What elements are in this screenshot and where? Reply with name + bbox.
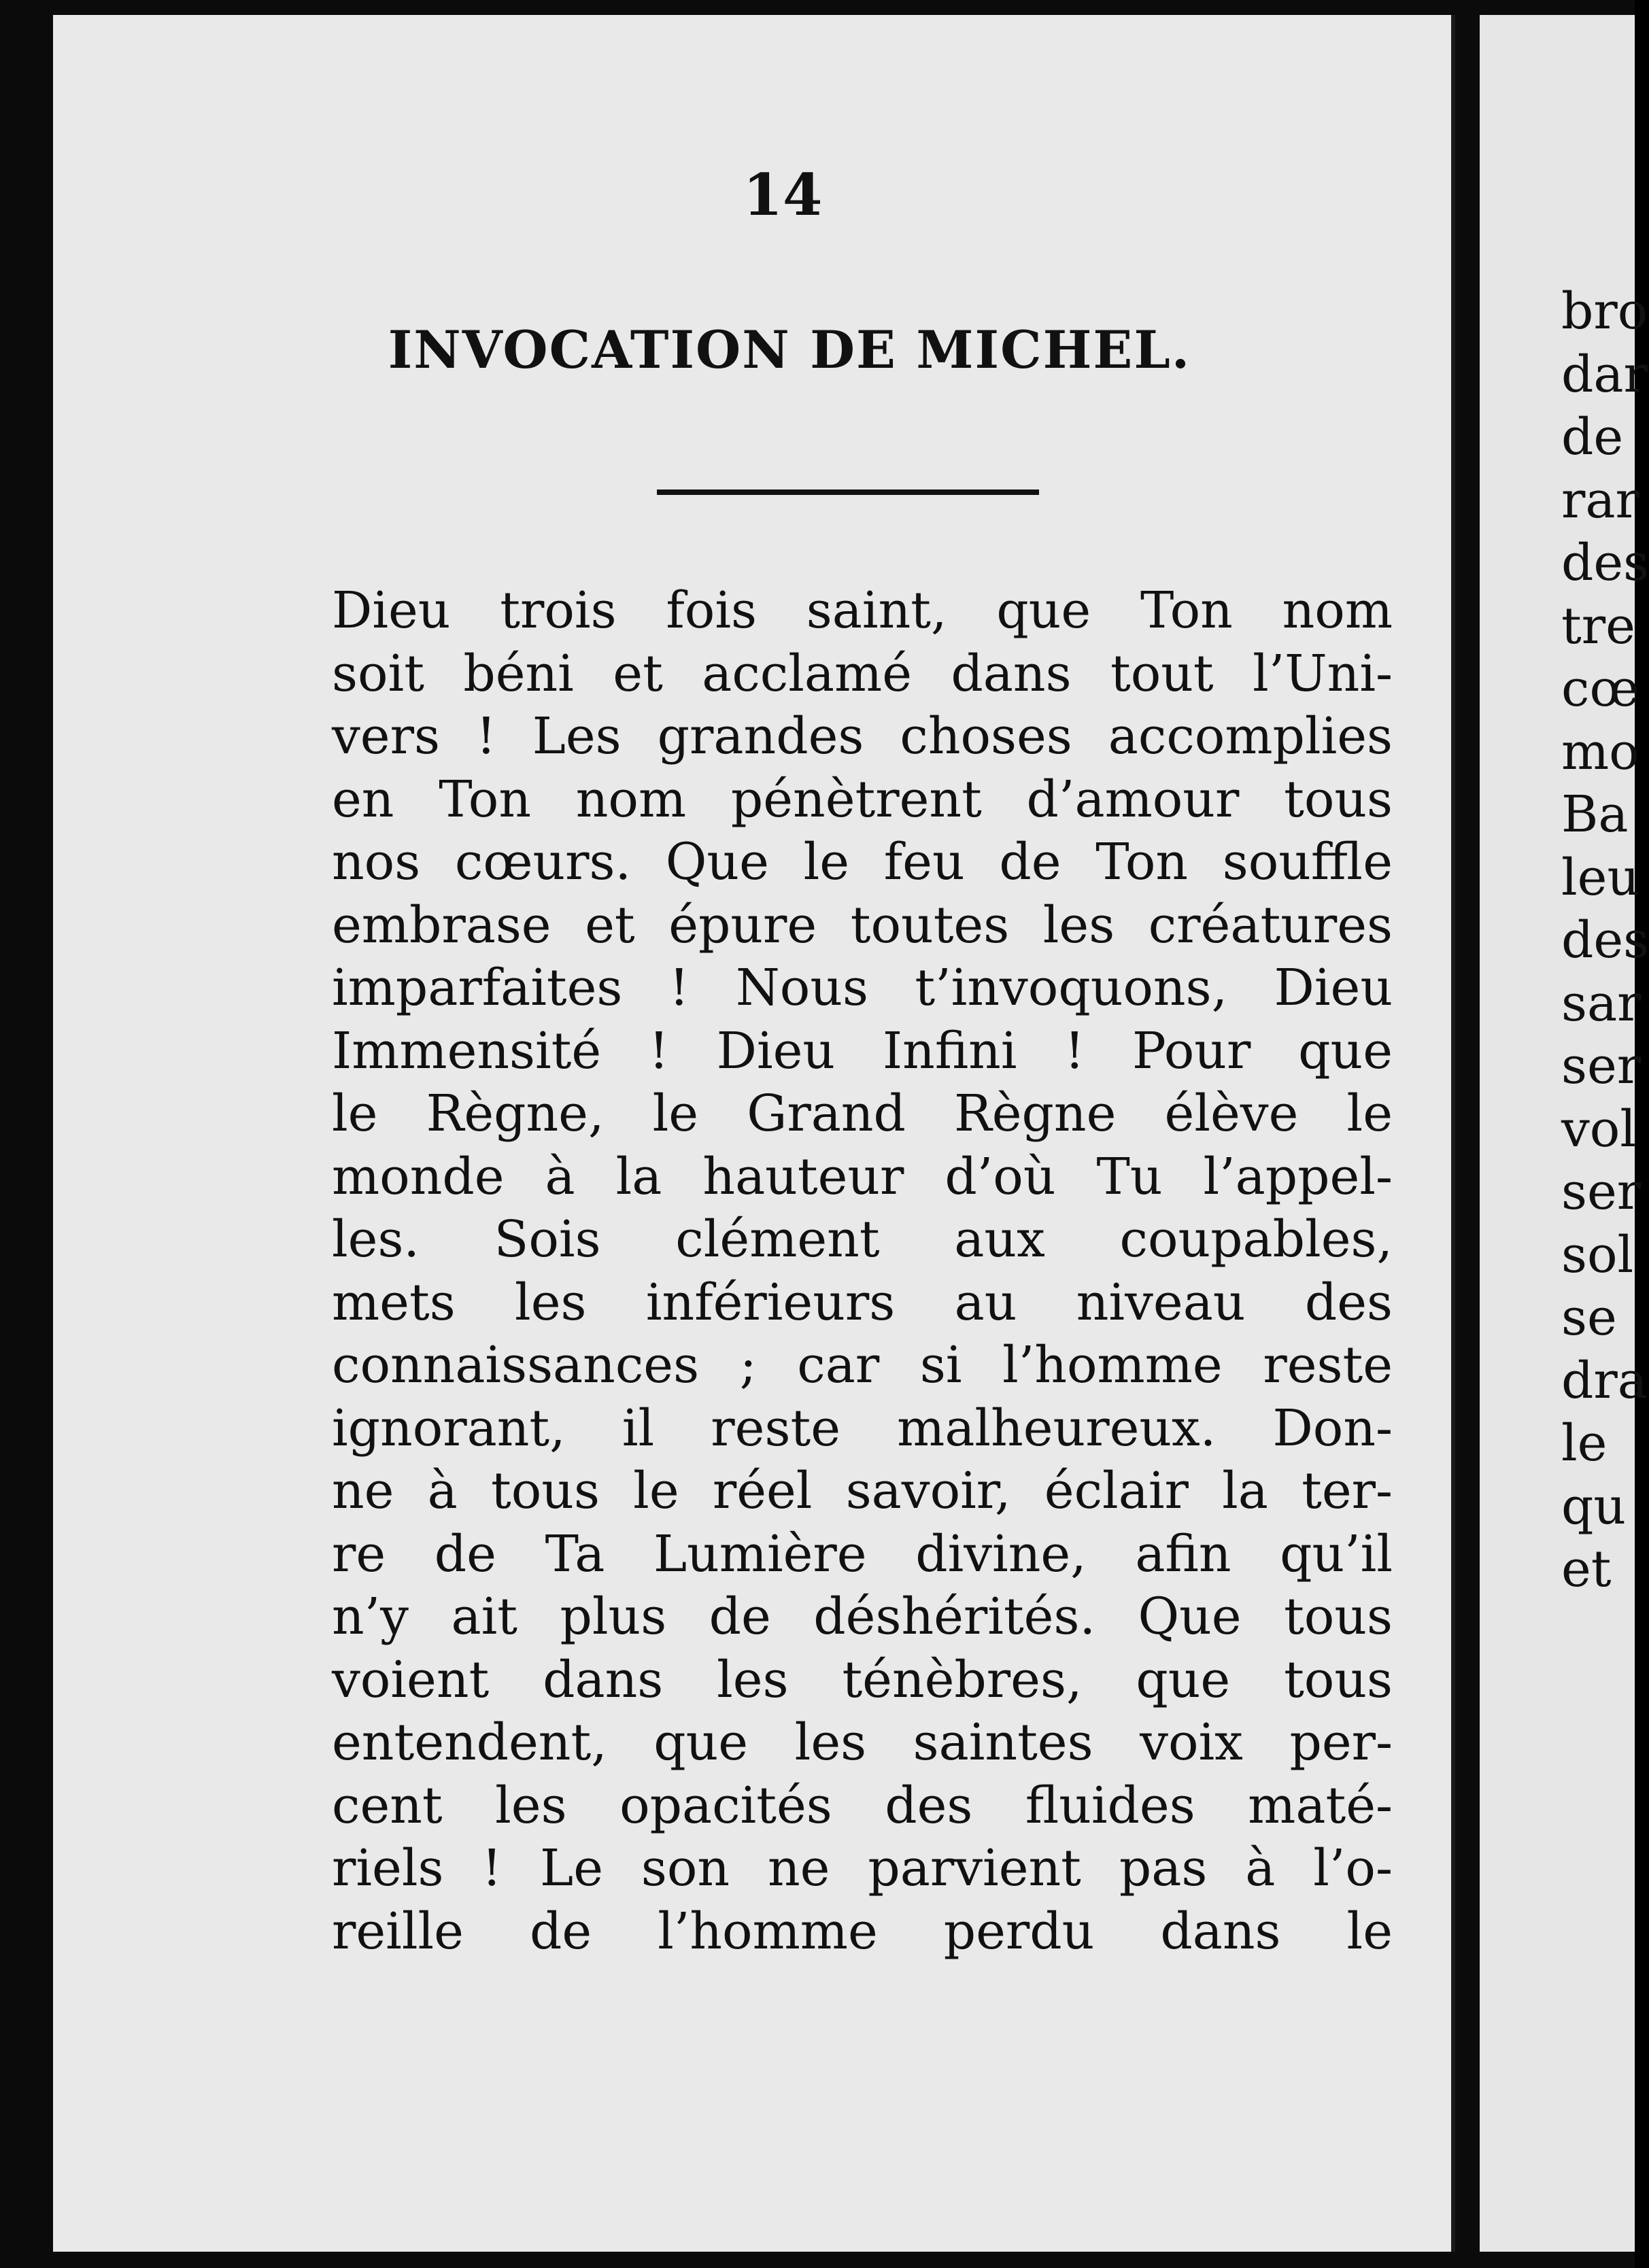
facing-page	[1480, 15, 1649, 2252]
facing-fragment: des	[1561, 534, 1649, 592]
text-line: le Règne, le Grand Règne élève le	[332, 1084, 1393, 1143]
page-heading: INVOCATION DE MICHEL.	[388, 320, 1191, 380]
text-line: n’y ait plus de déshérités. Que tous	[332, 1587, 1393, 1646]
text-line: embrase et épure toutes les créatures	[332, 895, 1393, 955]
facing-fragment: rar	[1561, 470, 1639, 530]
facing-fragment: bro	[1561, 282, 1648, 341]
text-line: re de Ta Lumière divine, afin qu’il	[332, 1524, 1393, 1583]
text-line: mets les inférieurs au niveau des	[332, 1273, 1393, 1332]
facing-fragment: vol	[1561, 1099, 1637, 1158]
facing-fragment: mo	[1561, 722, 1639, 781]
facing-fragment: cœ	[1561, 659, 1639, 718]
text-line: ne à tous le réel savoir, éclair la ter-	[332, 1462, 1393, 1520]
facing-fragment: ser	[1561, 1163, 1642, 1221]
text-line: connaissances ; car si l’homme reste	[332, 1336, 1393, 1394]
facing-fragment: des	[1561, 911, 1649, 969]
facing-fragment: de	[1561, 408, 1624, 466]
facing-fragment: se	[1561, 1288, 1617, 1347]
page-number: 14	[743, 161, 823, 228]
facing-fragment: ser	[1561, 1037, 1642, 1095]
facing-fragment: tre	[1561, 596, 1635, 655]
facing-page-text	[1561, 280, 1649, 1601]
text-line: les. Sois clément aux coupables,	[332, 1210, 1393, 1269]
text-line: imparfaites ! Nous t’invoquons, Dieu	[332, 959, 1393, 1017]
text-line: entendent, que les saintes voix per-	[332, 1713, 1393, 1772]
text-line: monde à la hauteur d’où Tu l’appel-	[332, 1147, 1393, 1206]
facing-fragment: le	[1561, 1414, 1608, 1473]
text-line: nos cœurs. Que le feu de Ton souffle	[332, 833, 1393, 891]
text-line: reille de l’homme perdu dans le	[332, 1902, 1393, 1961]
facing-fragment: leu	[1561, 848, 1640, 907]
facing-fragment: qu	[1561, 1477, 1627, 1536]
facing-fragment: Ba	[1561, 785, 1629, 844]
text-line: riels ! Le son ne parvient pas à l’o-	[332, 1839, 1393, 1897]
text-line: cent les opacités des fluides maté-	[332, 1776, 1393, 1835]
text-line: voient dans les ténèbres, que tous	[332, 1650, 1393, 1709]
body-text	[332, 579, 1393, 1963]
facing-fragment: sol	[1561, 1225, 1634, 1284]
text-line: soit béni et acclamé dans tout l’Uni-	[332, 644, 1393, 703]
heading-rule	[657, 489, 1039, 495]
text-line: ignorant, il reste malheureux. Don-	[332, 1398, 1393, 1458]
facing-fragment: sar	[1561, 974, 1642, 1033]
facing-fragment: et	[1561, 1540, 1612, 1598]
left-page	[53, 15, 1455, 2252]
facing-fragment: dra	[1561, 1351, 1648, 1410]
facing-fragment: dar	[1561, 345, 1648, 404]
text-line: en Ton nom pénètrent d’amour tous	[332, 770, 1393, 829]
text-line: Immensité ! Dieu Infini ! Pour que	[332, 1021, 1393, 1080]
text-line: Dieu trois fois saint, que Ton nom	[332, 581, 1393, 640]
text-line: vers ! Les grandes choses accomplies	[332, 707, 1393, 766]
